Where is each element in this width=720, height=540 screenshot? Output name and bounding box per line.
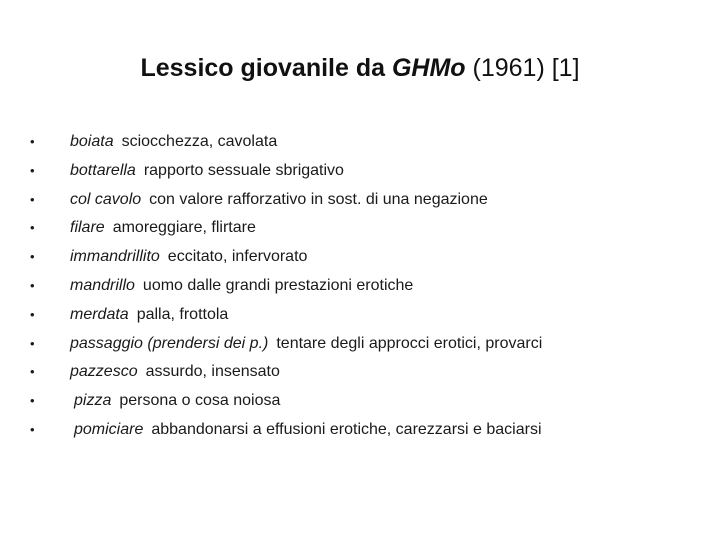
entry-content xyxy=(70,330,542,359)
entry-definition: uomo dalle grandi prestazioni erotiche xyxy=(142,276,414,294)
entry-definition: amoreggiare, flirtare xyxy=(112,219,256,237)
entry-definition: abbandonarsi a effusioni erotiche, carezzarsi e baciarsi xyxy=(151,420,542,438)
title-year: (1961) xyxy=(472,54,545,82)
title-source: GHMo xyxy=(391,54,466,82)
entry-term: filare xyxy=(70,219,105,237)
entry-definition: eccitato, infervorato xyxy=(167,248,308,266)
bullet-icon: • xyxy=(30,421,35,437)
entry-definition: assurdo, insensato xyxy=(145,363,280,381)
list-item xyxy=(30,416,700,445)
entry-content xyxy=(70,243,307,272)
entry-definition: sciocchezza, cavolata xyxy=(121,133,278,150)
entry-term: boiata xyxy=(70,133,114,150)
entry-definition: tentare degli approcci erotici, provarci xyxy=(276,334,543,352)
bullet-icon: • xyxy=(30,191,35,207)
entry-content xyxy=(70,128,277,157)
title-prefix: Lessico giovanile da xyxy=(140,54,392,82)
entry-content xyxy=(70,387,280,416)
title-reference: [1] xyxy=(551,54,580,82)
entry-term: pazzesco xyxy=(70,363,138,381)
entry-definition: persona o cosa noiosa xyxy=(119,392,281,410)
entry-content xyxy=(70,358,280,387)
bullet-icon: • xyxy=(30,393,35,409)
entry-content xyxy=(70,186,488,215)
list-item xyxy=(30,128,700,157)
entry-content xyxy=(70,416,542,445)
entry-definition: palla, frottola xyxy=(136,305,229,323)
bullet-icon: • xyxy=(30,220,35,236)
entry-term: bottarella xyxy=(70,161,136,179)
glossary-list xyxy=(30,128,700,445)
entry-definition: con valore rafforzativo in sost. di una negazione xyxy=(149,190,488,208)
list-item xyxy=(30,157,700,186)
bullet-icon: • xyxy=(30,249,35,265)
entry-term: mandrillo xyxy=(70,276,135,294)
bullet-icon: • xyxy=(30,306,35,322)
list-item xyxy=(30,301,700,330)
list-item xyxy=(30,243,700,272)
entry-term: pomiciare xyxy=(74,420,144,438)
list-item xyxy=(30,387,700,416)
entry-content xyxy=(70,272,413,301)
entry-definition: rapporto sessuale sbrigativo xyxy=(143,161,344,179)
bullet-icon: • xyxy=(30,335,35,351)
entry-term: pizza xyxy=(74,392,112,410)
list-item xyxy=(30,272,700,301)
bullet-icon: • xyxy=(30,134,35,149)
entry-term: immandrillito xyxy=(70,248,160,266)
list-item xyxy=(30,186,700,215)
entry-term: passaggio (prendersi dei p.) xyxy=(70,334,269,352)
slide-title xyxy=(0,50,720,86)
list-item xyxy=(30,330,700,359)
entry-term: col cavolo xyxy=(70,190,142,208)
list-item xyxy=(30,214,700,243)
entry-content xyxy=(70,214,256,243)
entry-term: merdata xyxy=(70,305,129,323)
entry-content xyxy=(70,301,228,330)
entry-content xyxy=(70,157,344,186)
list-item xyxy=(30,358,700,387)
bullet-icon: • xyxy=(30,277,35,293)
bullet-icon: • xyxy=(30,364,35,380)
bullet-icon: • xyxy=(30,162,35,178)
